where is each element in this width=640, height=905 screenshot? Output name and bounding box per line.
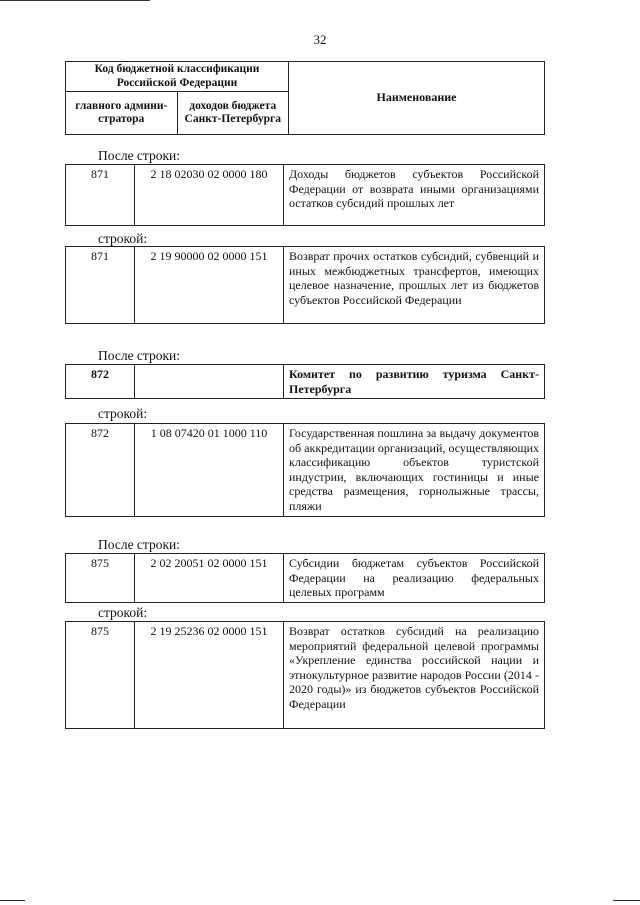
table-row	[66, 554, 545, 603]
table-row	[66, 622, 545, 729]
replace-row-table	[65, 246, 545, 324]
revenue-code-cell: 1 08 07420 01 1000 110	[135, 424, 284, 517]
page-number: 32	[313, 32, 327, 47]
classification-header-table	[65, 61, 545, 135]
revenue-name-cell: Доходы бюджетов субъектов Российской Федерации от возврата иными организациями остатков субсидий прошлых лет	[284, 165, 545, 226]
name-column-header: Наименование	[289, 62, 545, 135]
after-row-table	[65, 364, 545, 399]
after-row-label: После строки:	[98, 348, 181, 363]
admin-code-cell: 875	[66, 622, 135, 729]
admin-code-cell: 871	[66, 165, 135, 226]
revenue-name-cell: Государственная пошлина за выдачу документов об аккредитации организаций, осуществляющих классификацию объектов туристской индустрии, включающих гостиницы и иные средства размещения, горнолыжные трассы, пляжи	[284, 424, 545, 517]
revenue-name-cell: Комитет по развитию туризма Санкт-Петербурга	[284, 365, 545, 399]
after-row-table	[65, 164, 545, 226]
revenue-column-header: доходов бюджета Санкт-Петербурга	[177, 92, 289, 135]
replace-row-table	[65, 621, 545, 729]
replace-row-table	[65, 423, 545, 517]
revenue-code-cell: 2 18 02030 02 0000 180	[135, 165, 284, 226]
replace-row-label: строкой:	[98, 406, 148, 421]
scan-edge-line	[613, 900, 640, 901]
after-row-label: После строки:	[98, 148, 181, 163]
replace-row-label: строкой:	[98, 231, 148, 246]
admin-code-cell: 871	[66, 247, 135, 324]
revenue-name-cell: Возврат остатков субсидий на реализацию мероприятий федеральной целевой программы «Укрепление единства российской нации и этнокультурное развитие народов России (2014 - 2020 годы)» из бюджетов субъектов Российской Федерации	[284, 622, 545, 729]
admin-code-cell: 872	[66, 365, 135, 399]
scan-edge-line	[0, 900, 25, 901]
revenue-name-cell: Субсидии бюджетам субъектов Российской Федерации на реализацию федеральных целевых программ	[284, 554, 545, 603]
revenue-code-cell: 2 02 20051 02 0000 151	[135, 554, 284, 603]
table-row	[66, 424, 545, 517]
table-row	[66, 165, 545, 226]
revenue-code-cell	[135, 365, 284, 399]
scan-edge-line	[0, 0, 150, 1]
table-row	[66, 247, 545, 324]
admin-code-cell: 875	[66, 554, 135, 603]
admin-column-header: главного админи-стратора	[66, 92, 178, 135]
revenue-name-cell: Возврат прочих остатков субсидий, субвенций и иных межбюджетных трансфертов, имеющих целевое назначение, прошлых лет из бюджетов субъектов Российской Федерации	[284, 247, 545, 324]
after-row-label: После строки:	[98, 537, 181, 552]
after-row-table	[65, 553, 545, 603]
table-row	[66, 365, 545, 399]
code-group-header: Код бюджетной классификации Российской Федерации	[66, 62, 289, 92]
revenue-code-cell: 2 19 25236 02 0000 151	[135, 622, 284, 729]
revenue-code-cell: 2 19 90000 02 0000 151	[135, 247, 284, 324]
admin-code-cell: 872	[66, 424, 135, 517]
replace-row-label: строкой:	[98, 605, 148, 620]
